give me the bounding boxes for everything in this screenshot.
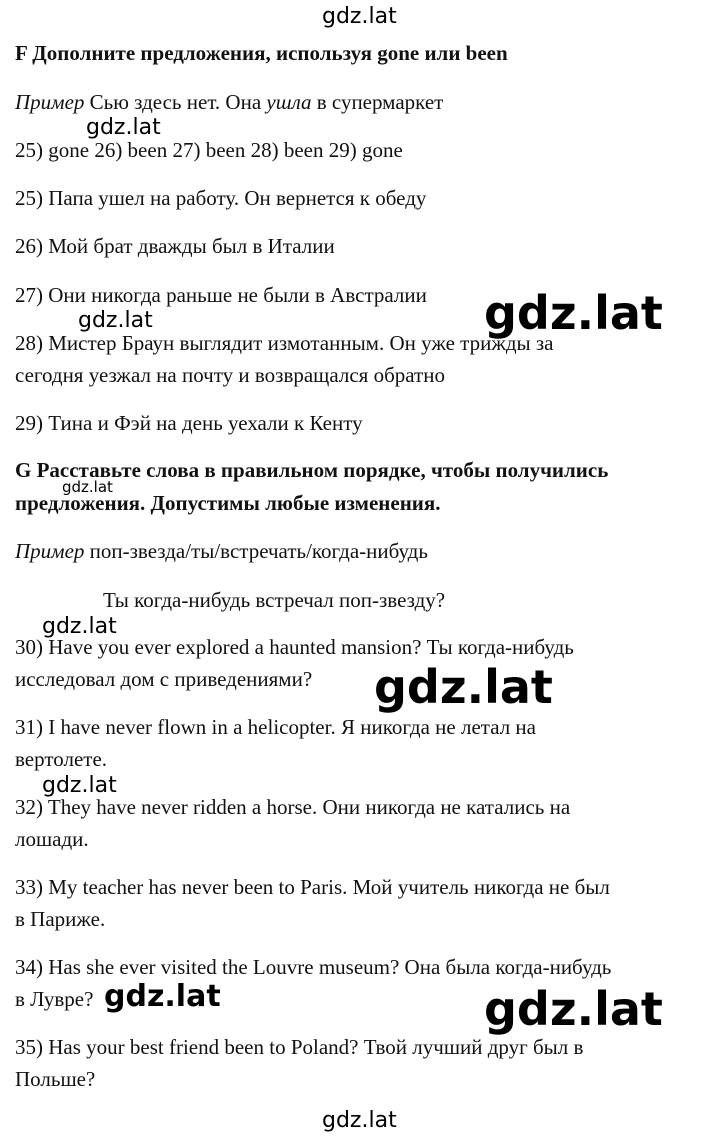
example-text-after: в супермаркет — [311, 90, 444, 114]
sentence-32-line1: 32) They have never ridden a horse. Они никогда не катались на — [15, 795, 571, 819]
sentence-30-line1: 30) Have you ever explored a haunted mansion? Ты когда-нибудь — [15, 635, 574, 659]
sentence-30-line2: исследовал дом с приведениями? — [15, 667, 313, 691]
watermark: gdz.lat — [104, 979, 221, 1014]
watermark: gdz.lat — [42, 614, 117, 639]
watermark: gdz.lat — [62, 478, 113, 496]
watermark: gdz.lat — [322, 4, 397, 29]
sentence-33-line1: 33) My teacher has never been to Paris. Мой учитель никогда не был — [15, 875, 610, 899]
watermark: gdz.lat — [86, 115, 161, 140]
example-label-g: Пример — [15, 539, 85, 563]
example-word: ушла — [266, 90, 312, 114]
answer-key: 25) gone 26) been 27) been 28) been 29) gone — [15, 138, 403, 162]
sentence-35-line1: 35) Has your best friend been to Poland? Твой лучший друг был в — [15, 1035, 584, 1059]
sentence-28-line1: 28) Мистер Браун выглядит измотанным. Он уже трижды за — [15, 331, 554, 355]
sentence-31-line1: 31) I have never flown in a helicopter. Я никогда не летал на — [15, 715, 536, 739]
sentence-25: 25) Папа ушел на работу. Он вернется к обеду — [15, 186, 427, 210]
sentence-27: 27) Они никогда раньше не были в Австралии — [15, 283, 427, 307]
watermark: gdz.lat — [484, 982, 663, 1036]
example-label: Пример — [15, 90, 85, 114]
sentence-32-line2: лошади. — [15, 827, 89, 851]
sentence-28-line2: сегодня уезжал на почту и возвращался обратно — [15, 363, 445, 387]
sentence-26: 26) Мой брат дважды был в Италии — [15, 234, 335, 258]
watermark: gdz.lat — [484, 286, 663, 340]
sentence-31-line2: вертолете. — [15, 747, 108, 771]
section-f-example — [15, 89, 443, 115]
section-f-heading: F Дополните предложения, используя gone или been — [15, 41, 508, 65]
example-text-before: Сью здесь нет. Она — [84, 90, 267, 114]
sentence-34-line2: в Лувре? — [15, 987, 94, 1011]
watermark: gdz.lat — [42, 773, 117, 798]
section-g-heading-line1: G Расставьте слова в правильном порядке, чтобы получились — [15, 458, 609, 482]
example-answer: Ты когда-нибудь встречал поп-звезду? — [103, 588, 446, 612]
watermark: gdz.lat — [78, 308, 153, 333]
watermark: gdz.lat — [374, 660, 553, 714]
sentence-34-line1: 34) Has she ever visited the Louvre museum? Она была когда-нибудь — [15, 955, 612, 979]
section-g-heading-line2: предложения. Допустимы любые изменения. — [15, 491, 441, 515]
watermark: gdz.lat — [322, 1108, 397, 1133]
sentence-29: 29) Тина и Фэй на день уехали к Кенту — [15, 411, 363, 435]
sentence-33-line2: в Париже. — [15, 907, 106, 931]
sentence-35-line2: Польше? — [15, 1067, 96, 1091]
example-words: поп-звезда/ты/встречать/когда-нибудь — [84, 539, 428, 563]
section-g-example — [15, 538, 428, 564]
